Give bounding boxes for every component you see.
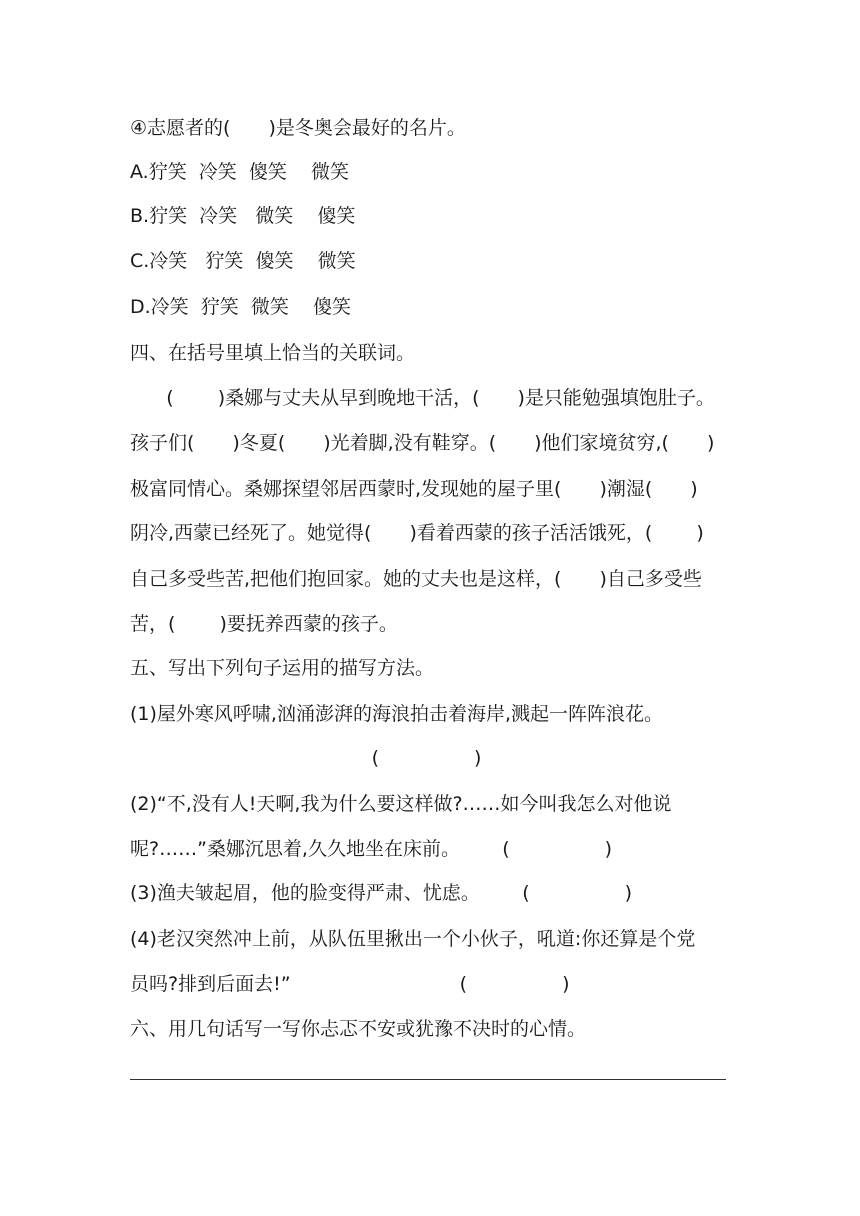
option-d: D.冷笑 狞笑 微笑 傻笑 xyxy=(130,296,351,318)
passage-line: ( )桑娜与丈夫从早到晚地干活，( )是只能勉强填饱肚子。 xyxy=(130,387,715,409)
section-6-heading: 六、用几句话写一写你忐忑不安或犹豫不决时的心情。 xyxy=(130,1018,587,1040)
passage-line: 孩子们( )冬夏( )光着脚,没有鞋穿。( )他们家境贫穷,( ) xyxy=(130,432,715,454)
answer-blank-1: ( ) xyxy=(130,747,482,769)
option-b: B.狞笑 冷笑 微笑 傻笑 xyxy=(130,205,356,227)
option-c: C.冷笑 狞笑 傻笑 微笑 xyxy=(130,250,356,272)
option-a: A.狞笑 冷笑 傻笑 微笑 xyxy=(130,161,350,183)
sentence-1: (1)屋外寒风呼啸,汹涌澎湃的海浪拍击着海岸,溅起一阵阵浪花。 xyxy=(130,703,663,725)
passage-line: 阴冷,西蒙已经死了。她觉得( )看着西蒙的孩子活活饿死，( ) xyxy=(130,522,704,544)
sentence-2: (2)“不,没有人!天啊,我为什么要这样做?……如今叫我怎么对他说 xyxy=(130,793,672,815)
sentence-3: (3)渔夫皱起眉，他的脸变得严肃、忧虑。 ( ) xyxy=(130,882,633,904)
passage-line: 极富同情心。桑娜探望邻居西蒙时,发现她的屋子里( )潮湿( ) xyxy=(130,478,698,500)
passage-line: 自己多受些苦,把他们抱回家。她的丈夫也是这样，( )自己多受些 xyxy=(130,568,702,590)
question-4-item: ④志愿者的( )是冬奥会最好的名片。 xyxy=(130,117,466,139)
sentence-4: (4)老汉突然冲上前，从队伍里揪出一个小伙子，吼道:你还算是个党 xyxy=(130,928,696,950)
passage-line: 苦，( )要抚养西蒙的孩子。 xyxy=(130,613,398,635)
section-5-heading: 五、写出下列句子运用的描写方法。 xyxy=(130,657,435,679)
sentence-2-cont: 呢?……”桑娜沉思着,久久地坐在床前。 ( ) xyxy=(130,838,613,860)
section-4-heading: 四、在括号里填上恰当的关联词。 xyxy=(130,342,416,364)
writing-answer-line xyxy=(130,1079,726,1080)
sentence-4-cont: 员吗?排到后面去!” ( ) xyxy=(130,973,570,995)
